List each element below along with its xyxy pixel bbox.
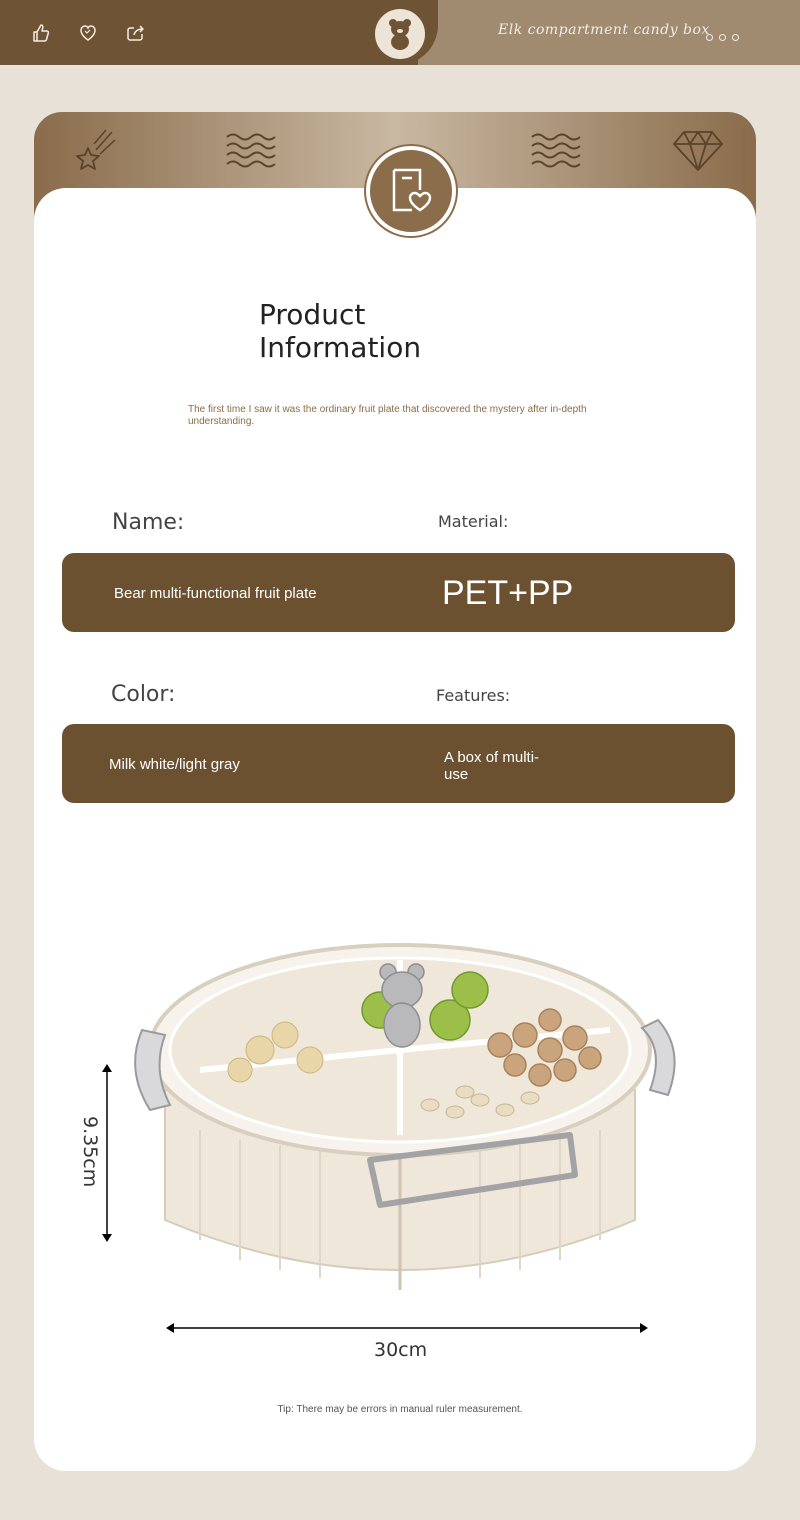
shooting-star-icon [72,128,118,176]
height-dimension: 9.35cm [79,1116,101,1188]
color-label: Color: [111,682,176,707]
document-heart-icon [388,166,434,216]
dot-icon [719,34,726,41]
dot-icon [706,34,713,41]
section-subtitle: The first time I saw it was the ordinary fruit plate that discovered the mystery after in-depth understanding. [188,404,587,427]
name-value: Bear multi-functional fruit plate [114,585,317,602]
color-features-bar [62,724,735,803]
features-value: A box of multi- use [444,749,540,783]
material-value: PET+PP [442,574,574,612]
name-label: Name: [112,510,185,535]
features-label: Features: [436,686,511,705]
name-material-bar [62,553,735,632]
bear-logo-icon [385,16,415,50]
width-dimension: 30cm [374,1339,428,1361]
waves-icon [530,132,584,170]
dot-icon [732,34,739,41]
measurement-tip: Tip: There may be errors in manual ruler measurement. [277,1404,523,1415]
diamond-icon [672,130,724,172]
fruit-plate-image [70,920,730,1370]
share-icon[interactable] [125,22,147,44]
waves-icon [225,132,279,170]
material-label: Material: [438,512,509,531]
more-menu[interactable] [706,28,745,46]
heart-icon[interactable] [77,22,99,44]
color-value: Milk white/light gray [109,756,240,773]
brand-name: Elk compartment candy box [498,22,710,38]
width-dimension-line [164,1320,650,1336]
section-title: Product Information [259,298,422,364]
thumbs-up-icon[interactable] [30,22,52,44]
